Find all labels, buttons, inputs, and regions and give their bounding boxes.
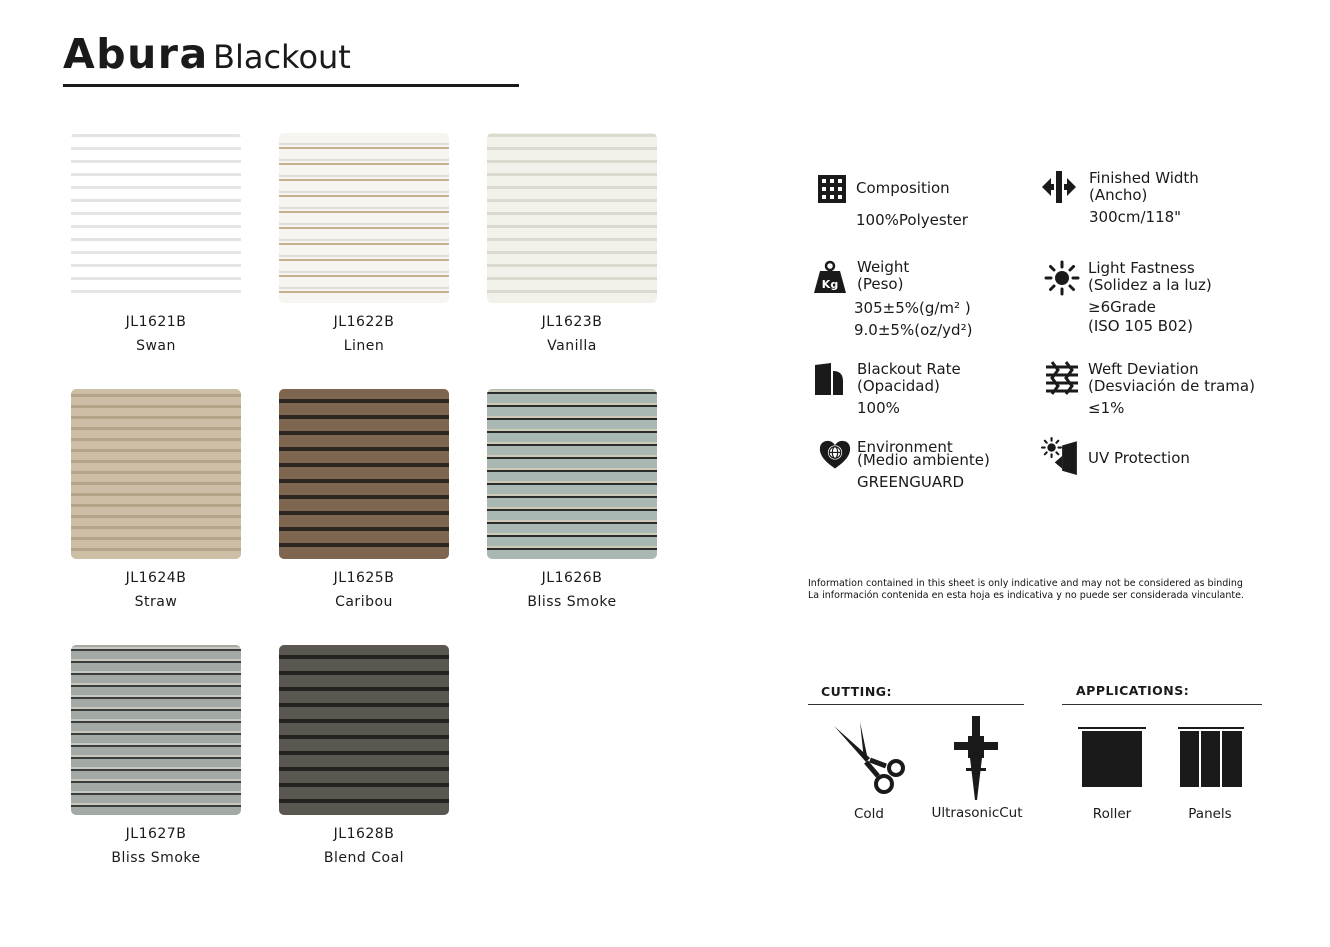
kg-weight-icon (812, 259, 848, 295)
swatch-code: JL1624B (125, 570, 187, 586)
product-subtitle: Blackout (213, 38, 351, 76)
cutting-divider (808, 704, 1024, 705)
ultrasonic-cutter-icon (952, 716, 1000, 800)
spec-value: 305±5%(g/m² ) (854, 299, 971, 317)
swatch-name: Straw (134, 594, 178, 610)
spec-label-es: (Solidez a la luz) (1088, 276, 1212, 294)
disclaimer-en: Information contained in this sheet is only indicative and may not be considered as binding (808, 578, 1243, 589)
swatch-image (279, 133, 449, 303)
applications-heading: APPLICATIONS: (1076, 683, 1190, 698)
swatch-name: Caribou (335, 594, 393, 610)
panels-icon (1178, 727, 1244, 789)
spec-label: Weight (857, 258, 910, 276)
cutting-label: Cold (853, 806, 884, 822)
disclaimer (808, 578, 1244, 602)
swatch-image (279, 645, 449, 815)
swatch-name: Swan (136, 338, 176, 354)
spec-label: Environment (857, 438, 953, 456)
spec-value: 100% (857, 399, 900, 417)
roller-blind-icon (1078, 727, 1146, 789)
title-block (63, 28, 519, 87)
spec-label: UV Protection (1088, 449, 1190, 467)
cutting-heading: CUTTING: (821, 684, 893, 699)
swatch-name: Blend Coal (323, 850, 405, 866)
spec-label-es: (Opacidad) (857, 377, 940, 395)
swatch-code: JL1628B (333, 826, 395, 842)
scissors-icon (830, 720, 906, 796)
spec-value: 300cm/118" (1089, 208, 1182, 226)
spec-value: ≤1% (1088, 399, 1125, 417)
spec-value: 100%Polyester (856, 211, 968, 229)
application-label: Panels (1188, 806, 1232, 822)
sun-icon (1044, 260, 1080, 296)
spec-label: Finished Width (1089, 169, 1199, 187)
spec-label: Blackout Rate (857, 360, 961, 378)
width-arrows-icon (1041, 169, 1077, 205)
applications-divider (1062, 704, 1262, 705)
swatch-image (71, 133, 241, 303)
swatch-image (487, 389, 657, 559)
spec-label-es: (Ancho) (1089, 186, 1148, 204)
product-title: Abura (63, 30, 209, 78)
swatch-code: JL1627B (125, 826, 187, 842)
svg-text:Kg: Kg (821, 278, 839, 291)
cutting-label: UltrasonicCut (931, 805, 1023, 821)
spec-label: Composition (856, 179, 950, 197)
spec-value: (ISO 105 B02) (1088, 317, 1193, 335)
spec-label: Weft Deviation (1088, 360, 1199, 378)
swatch-name: Vanilla (547, 338, 597, 354)
swatch-code: JL1621B (125, 314, 187, 330)
globe-heart-icon (819, 440, 851, 472)
swatch-code: JL1626B (541, 570, 603, 586)
swatch-name: Linen (343, 338, 385, 354)
weft-icon (1044, 360, 1080, 396)
spec-label-es: (Medio ambiente) (857, 451, 990, 469)
spec-value: GREENGUARD (857, 473, 965, 491)
disclaimer-es: La información contenida en esta hoja es indicativa y no puede ser considerada vinculante. (808, 590, 1244, 601)
uv-window-icon (1041, 436, 1079, 476)
grid-icon (816, 173, 852, 209)
swatch-image (279, 389, 449, 559)
swatch-image (71, 389, 241, 559)
spec-label-es: (Peso) (857, 275, 904, 293)
swatch-code: JL1625B (333, 570, 395, 586)
swatch-image (71, 645, 241, 815)
application-label: Roller (1092, 806, 1132, 822)
spec-value: ≥6Grade (1088, 298, 1156, 316)
swatch-code: JL1623B (541, 314, 603, 330)
spec-label: Light Fastness (1088, 259, 1195, 277)
swatch-code: JL1622B (333, 314, 395, 330)
blackout-icon (813, 361, 849, 397)
swatch-name: Bliss Smoke (527, 594, 617, 610)
swatch-image (487, 133, 657, 303)
spec-value: 9.0±5%(oz/yd²) (854, 321, 973, 339)
swatch-name: Bliss Smoke (111, 850, 201, 866)
spec-label-es: (Desviación de trama) (1088, 377, 1255, 395)
